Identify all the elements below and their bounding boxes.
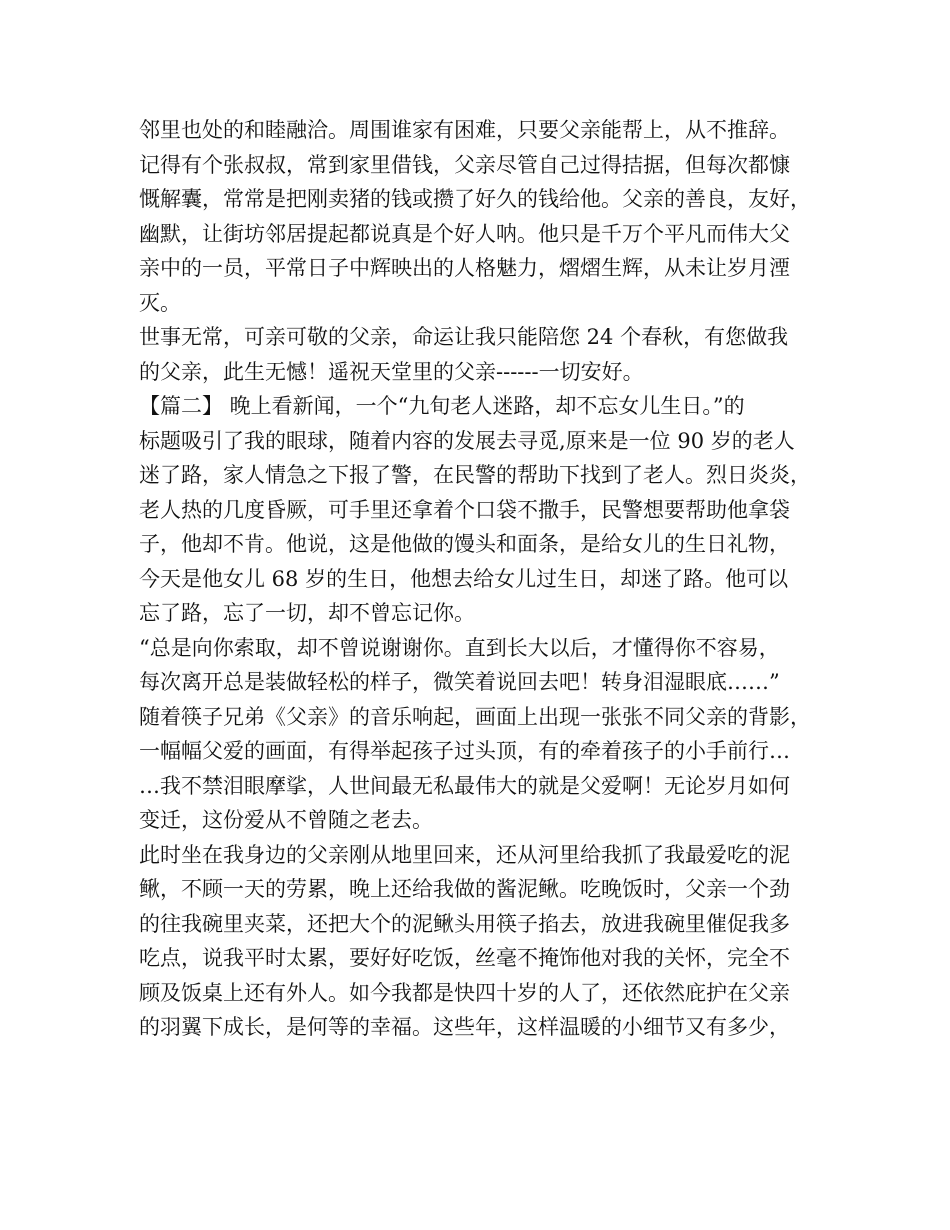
text-line: 吃点，说我平时太累，要好好吃饭，丝毫不掩饰他对我的关怀，完全不 xyxy=(139,946,790,970)
quote-line: “总是向你索取，却不曾说谢谢你。直到长大以后，才懂得你不容易， xyxy=(139,635,780,660)
quote-line: 每次离开总是装做轻松的样子，微笑着说回去吧！转身泪湿眼底……” xyxy=(139,670,780,694)
text-line: 今天是他女儿 68 岁的生日，他想去给女儿过生日，却迷了路。他可以 xyxy=(139,566,789,591)
text-line: 幽默，让街坊邻居提起都说真是个好人呐。他只是千万个平凡而伟大父 xyxy=(139,221,790,246)
text-line: 的往我碗里夹菜，还把大个的泥鳅头用筷子掐去，放进我碗里催促我多 xyxy=(139,911,790,936)
text-line: 老人热的几度昏厥，可手里还拿着个口袋不撒手，民警想要帮助他拿袋 xyxy=(139,497,790,522)
text-line: 鳅，不顾一天的劳累，晚上还给我做的酱泥鳅。吃晚饭时，父亲一个劲 xyxy=(139,877,790,901)
section-heading-line: 【篇二】 晚上看新闻，一个“九旬老人迷路，却不忘女儿生日。”的 xyxy=(139,394,745,418)
text-line: 变迁，这份爱从不曾随之老去。 xyxy=(139,808,433,832)
text-line: 的父亲，此生无憾！遥祝天堂里的父亲------一切安好。 xyxy=(139,359,644,384)
text-line: 的羽翼下成长，是何等的幸福。这些年，这样温暖的小细节又有多少， xyxy=(139,1015,790,1039)
text-line: 子，他却不肯。他说，这是他做的馒头和面条，是给女儿的生日礼物， xyxy=(139,532,790,556)
text-line: …我不禁泪眼摩挲，人世间最无私最伟大的就是父爱啊！无论岁月如何 xyxy=(139,773,790,798)
text-line: 此时坐在我身边的父亲刚从地里回来，还从河里给我抓了我最爱吃的泥 xyxy=(139,842,790,867)
text-line: 记得有个张叔叔，常到家里借钱，父亲尽管自己过得拮据，但每次都慷 xyxy=(139,152,790,177)
text-line: 标题吸引了我的眼球，随着内容的发展去寻觅,原来是一位 90 岁的老人 xyxy=(139,428,795,453)
text-line: 迷了路，家人情急之下报了警，在民警的帮助下找到了老人。烈日炎炎， xyxy=(139,463,811,487)
text-line: 忘了路，忘了一切，却不曾忘记你。 xyxy=(139,601,475,625)
text-line: 一幅幅父爱的画面，有得举起孩子过头顶，有的牵着孩子的小手前行… xyxy=(139,739,790,763)
text-line: 随着筷子兄弟《父亲》的音乐响起，画面上出现一张张不同父亲的背影， xyxy=(139,704,811,729)
text-line: 邻里也处的和睦融洽。周围谁家有困难，只要父亲能帮上，从不推辞。 xyxy=(139,118,790,142)
text-line: 亲中的一员，平常日子中辉映出的人格魅力，熠熠生辉，从未让岁月湮 xyxy=(139,256,790,280)
text-line: 灭。 xyxy=(139,290,181,315)
text-line: 慨解囊，常常是把刚卖猪的钱或攒了好久的钱给他。父亲的善良，友好， xyxy=(139,187,811,211)
text-line: 世事无常，可亲可敬的父亲，命运让我只能陪您 24 个春秋，有您做我 xyxy=(139,325,789,349)
text-line: 顾及饭桌上还有外人。如今我都是快四十岁的人了，还依然庇护在父亲 xyxy=(139,980,790,1005)
document-body xyxy=(139,113,839,1045)
